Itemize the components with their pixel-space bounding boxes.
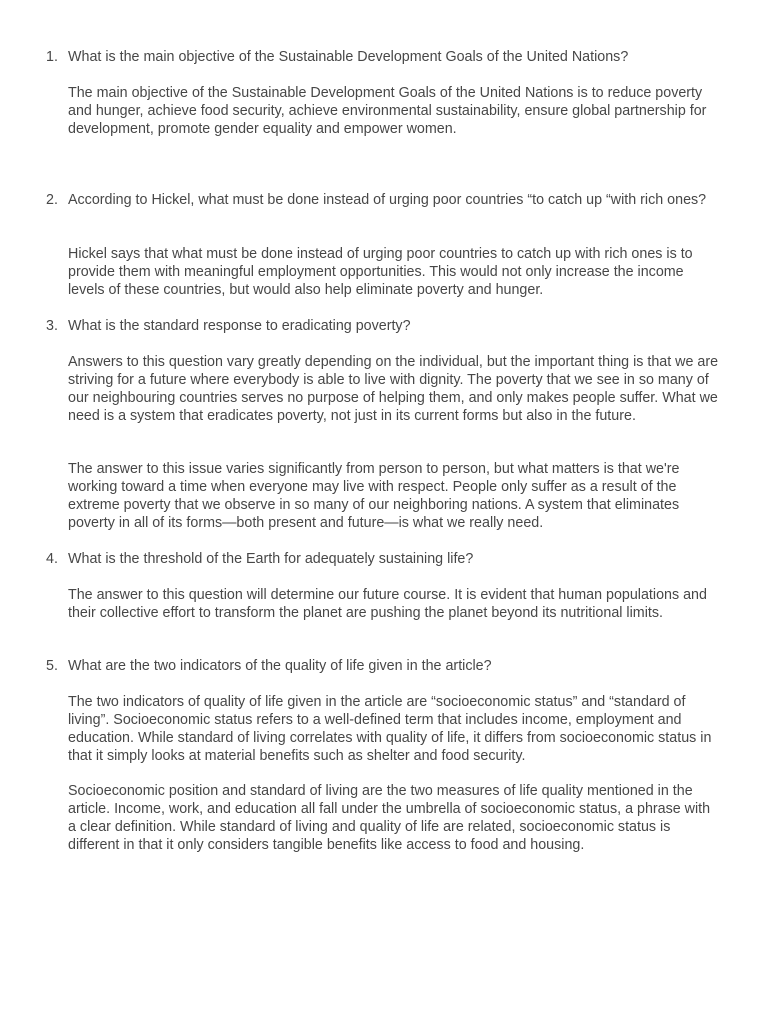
question-text: What is the main objective of the Sustainable Development Goals of the United Nations?	[68, 49, 629, 65]
question-number: 5.	[46, 658, 58, 674]
answer-paragraph: The main objective of the Sustainable Development Goals of the United Nations is to reduce poverty and hunger, achieve food security, achieve environmental sustainability, ensure global partnership for development, promote gender equality and empower women.	[68, 85, 707, 137]
question-number: 3.	[46, 318, 58, 334]
answer-paragraph: Hickel says that what must be done instead of urging poor countries to catch up with rich ones is to provide them with meaningful employment opportunities. This would not only increase the income levels of these countries, but would also help eliminate poverty and hunger.	[68, 246, 693, 298]
question-text: What is the standard response to eradicating poverty?	[68, 318, 411, 334]
question-text: What is the threshold of the Earth for adequately sustaining life?	[68, 551, 474, 567]
answer-paragraph: Answers to this question vary greatly depending on the individual, but the important thing is that we are striving for a future where everybody is able to live with dignity. The poverty that we see in so many of our neighbouring countries serves no purpose of helping them, and only makes people suffer. What we need is a system that eradicates poverty, not just in its current forms but also in the future.	[68, 354, 719, 424]
question-number: 1.	[46, 49, 58, 65]
question-number: 4.	[46, 551, 58, 567]
question-text: What are the two indicators of the quality of life given in the article?	[68, 658, 492, 674]
answer-paragraph-rewrite: Socioeconomic position and standard of living are the two measures of life quality mentioned in the article. Income, work, and education all fall under the umbrella of socioeconomic status, a phrase with a clear definition. While standard of living and quality of life are related, socioeconomic status is different in that it only considers tangible benefits like access to food and housing.	[68, 783, 711, 853]
answer-paragraph: The answer to this question will determine our future course. It is evident that human populations and their collective effort to transform the planet are pushing the planet beyond its nutritional limits.	[68, 587, 707, 621]
answer-paragraph-rewrite: The answer to this issue varies significantly from person to person, but what matters is that we're working toward a time when everyone may live with respect. People only suffer as a result of the extreme poverty that we observe in so many of our neighboring nations. A system that eliminates poverty in all of its forms—both present and future—is what we really need.	[68, 461, 680, 531]
question-number: 2.	[46, 192, 58, 208]
question-text: According to Hickel, what must be done instead of urging poor countries “to catch up “with rich ones?	[68, 192, 707, 208]
answer-paragraph: The two indicators of quality of life given in the article are “socioeconomic status” and “standard of living”. Socioeconomic status refers to a well-defined term that includes income, employment and education. While standard of living correlates with quality of life, it differs from socioeconomic status in that it simply looks at material benefits such as shelter and food security.	[68, 694, 712, 764]
